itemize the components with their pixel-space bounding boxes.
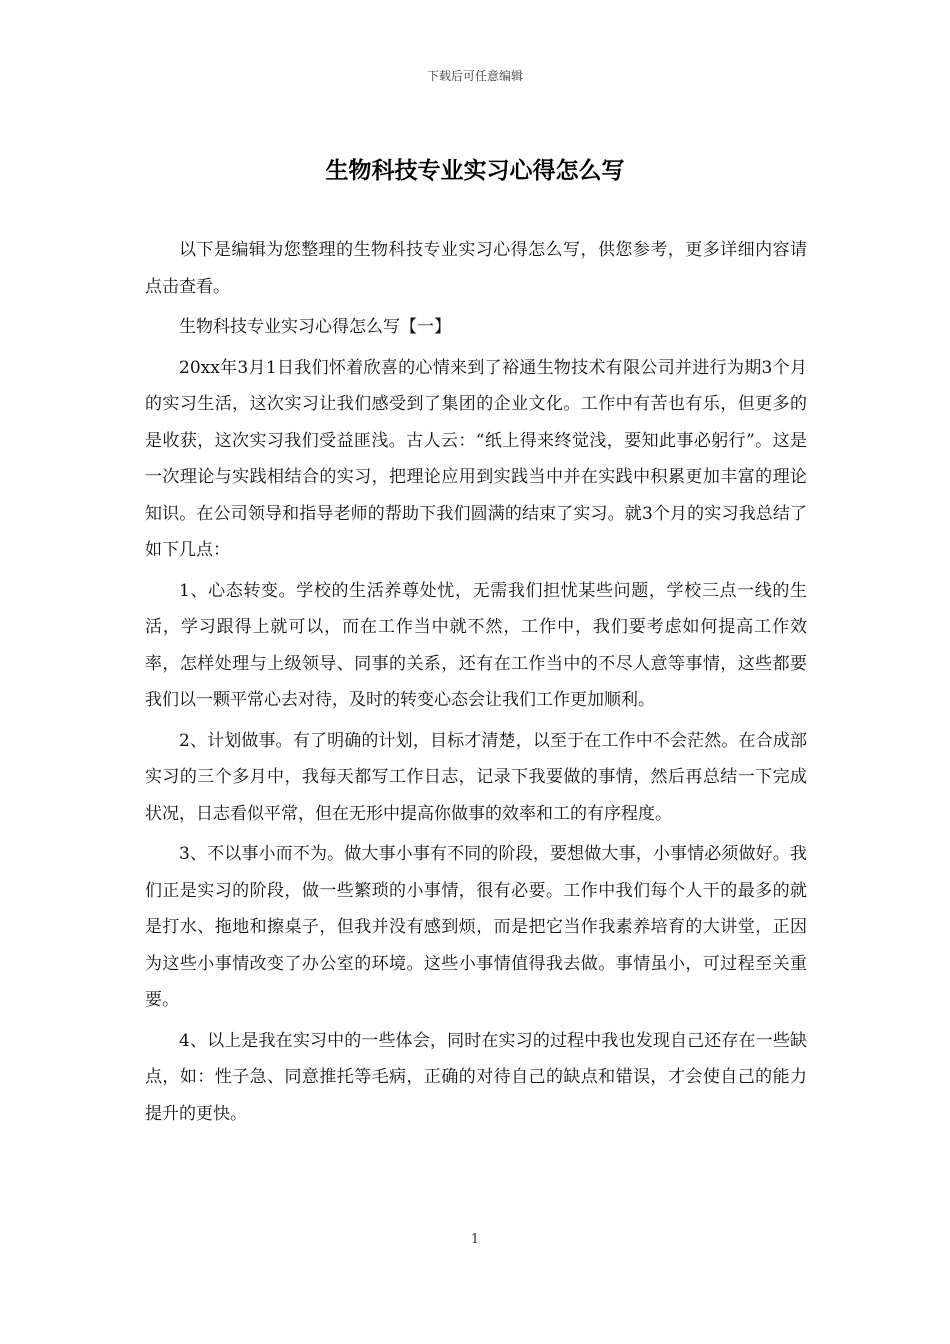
page-number: 1 — [470, 1232, 480, 1247]
document-title: 生物科技专业实习心得怎么写 — [325, 157, 625, 184]
section-heading: 生物科技专业实习心得怎么写【一】 — [179, 317, 451, 337]
intro-paragraph: 以下是编辑为您整理的生物科技专业实习心得怎么写，供您参考，更多详细内容请点击查看。 — [145, 240, 807, 297]
point-4-paragraph: 4、以上是我在实习中的一些体会，同时在实习的过程中我也发现自己还存在一些缺点，如：性子急、同意推托等毛病，正确的对待自己的缺点和错误，才会使自己的能力提升的更快。 — [145, 1030, 807, 1124]
body-paragraph: 20xx年3月1日我们怀着欣喜的心情来到了裕通生物技术有限公司并进行为期3个月的实习生活，这次实习让我们感受到了集团的企业文化。工作中有苦也有乐，但更多的是收获，这次实习我们受益匪浅。古人云：“纸上得来终觉浅，要知此事必躬行”。这是一次理论与实践相结合的实习，把理论应用到实践当中并在实践中积累更加丰富的理论知识。在公司领导和指导老师的帮助下我们圆满的结束了实习。就3个月的实习我总结了如下几点： — [145, 357, 807, 560]
point-2-paragraph: 2、计划做事。有了明确的计划，目标才清楚，以至于在工作中不会茫然。在合成部实习的三个多月中，我每天都写工作日志，记录下我要做的事情，然后再总结一下完成状况，日志看似平常，但在无形中提高你做事的效率和工的有序程度。 — [145, 730, 807, 824]
point-3-paragraph: 3、不以事小而不为。做大事小事有不同的阶段，要想做大事，小事情必须做好。我们正是实习的阶段，做一些繁琐的小事情，很有必要。工作中我们每个人干的最多的就是打水、拖地和擦桌子，但我并没有感到烦，而是把它当作我素养培育的大讲堂，正因为这些小事情改变了办公室的环境。这些小事情值得我去做。事情虽小，可过程至关重要。 — [145, 844, 807, 1010]
page-header-note: 下载后可任意编辑 — [426, 69, 523, 83]
document-body — [145, 232, 807, 1136]
point-1-paragraph: 1、心态转变。学校的生活养尊处忧，无需我们担忧某些问题，学校三点一线的生活，学习跟得上就可以，而在工作当中就不然，工作中，我们要考虑如何提高工作效率，怎样处理与上级领导、同事的关系，还有在工作当中的不尽人意等事情，这些都要我们以一颗平常心去对待，及时的转变心态会让我们工作更加顺利。 — [145, 580, 807, 710]
